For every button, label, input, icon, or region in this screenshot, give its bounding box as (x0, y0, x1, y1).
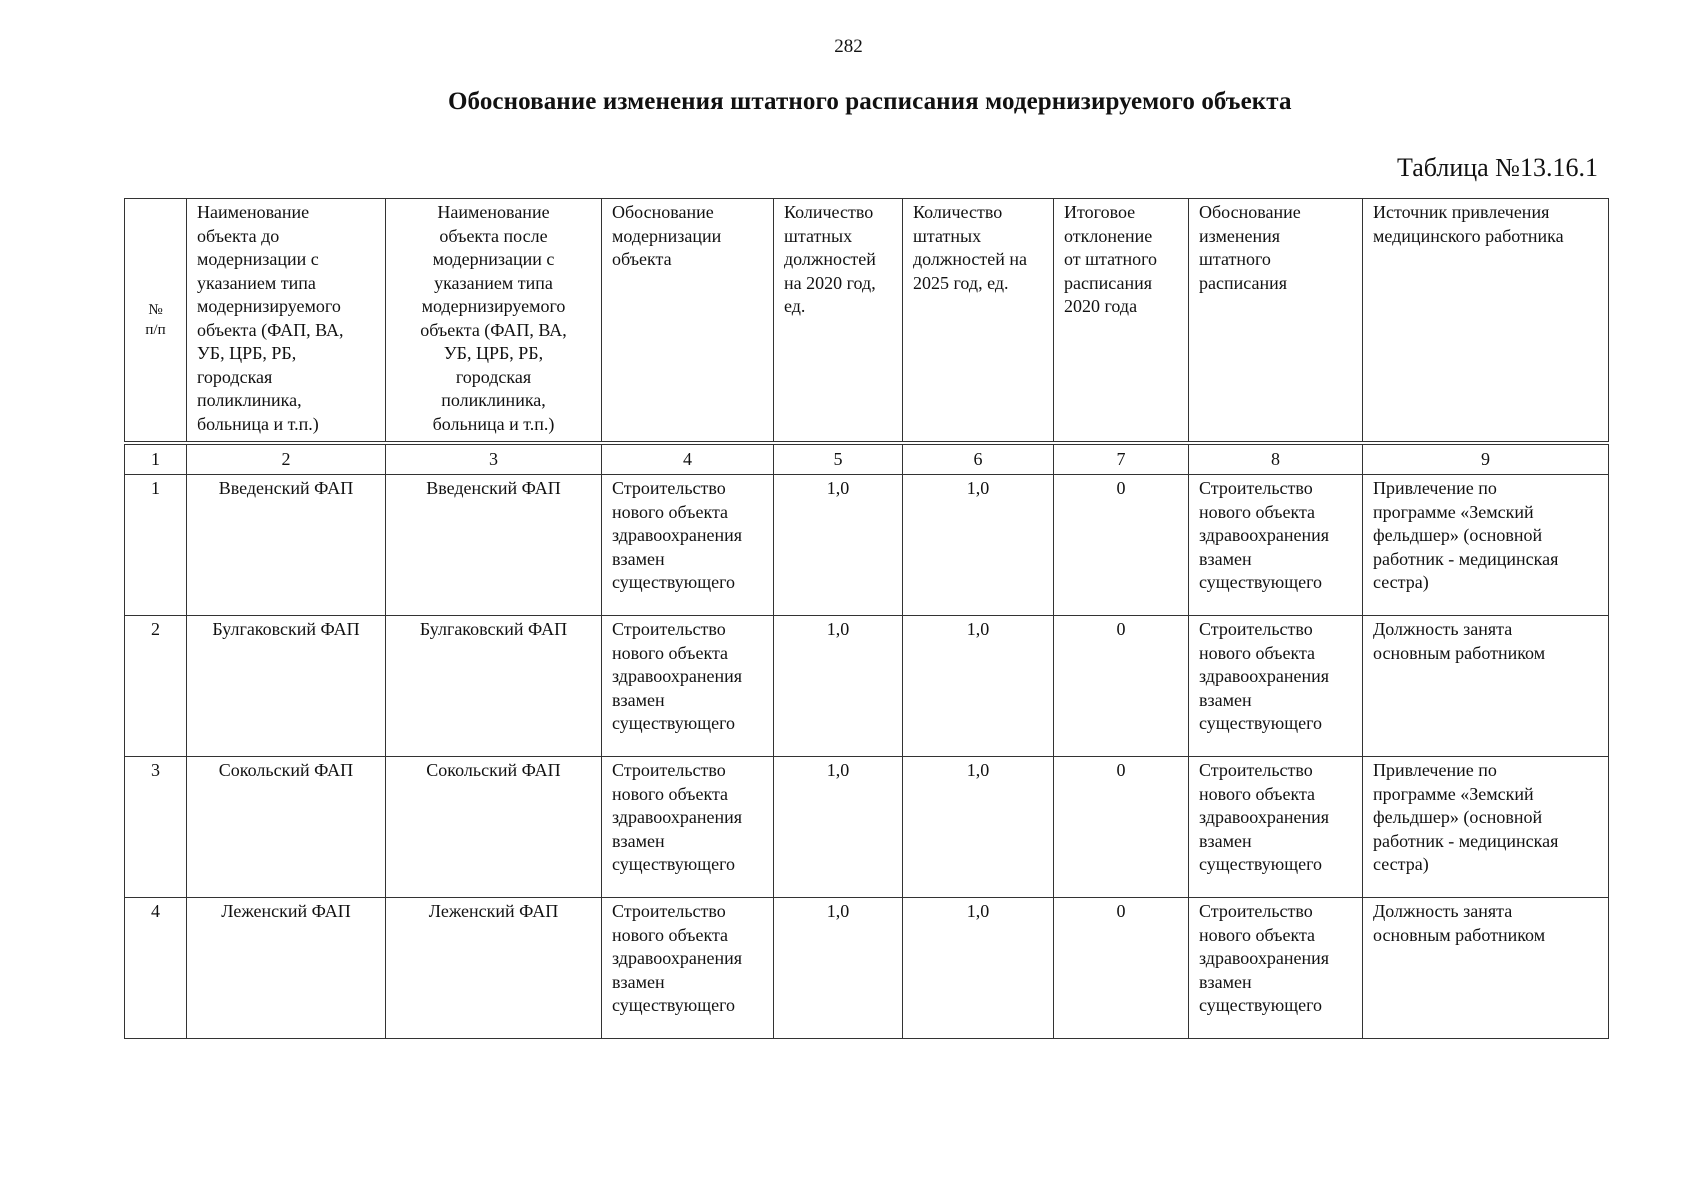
column-number: 8 (1189, 445, 1363, 475)
cell-count-2025: 1,0 (903, 898, 1054, 1039)
header-cell-before: Наименование объекта до модернизации с указанием типа модернизируемого объекта (ФАП, ВА, УБ, ЦРБ, РБ, городская поликлиника, больница и т.п.) (187, 199, 386, 442)
column-number: 6 (903, 445, 1054, 475)
cell-staff-justification: Строительство нового объекта здравоохранения взамен существующего (1189, 475, 1363, 616)
column-number: 1 (125, 445, 187, 475)
header-cell-justification: Обоснование модернизации объекта (602, 199, 774, 442)
cell-source: Должность занята основным работником (1363, 616, 1609, 757)
cell-num: 4 (125, 898, 187, 1039)
cell-after: Булгаковский ФАП (386, 616, 602, 757)
cell-count-2020: 1,0 (774, 898, 903, 1039)
cell-justification: Строительство нового объекта здравоохранения взамен существующего (602, 898, 774, 1039)
cell-deviation: 0 (1054, 616, 1189, 757)
cell-after: Сокольский ФАП (386, 757, 602, 898)
page-number: 282 (834, 36, 863, 57)
column-number: 2 (187, 445, 386, 475)
cell-after: Введенский ФАП (386, 475, 602, 616)
cell-before: Булгаковский ФАП (187, 616, 386, 757)
table-row (125, 616, 1609, 757)
table-row (125, 475, 1609, 616)
column-number: 9 (1363, 445, 1609, 475)
cell-after: Леженский ФАП (386, 898, 602, 1039)
cell-staff-justification: Строительство нового объекта здравоохранения взамен существующего (1189, 757, 1363, 898)
column-number: 5 (774, 445, 903, 475)
table-body (124, 444, 1609, 1039)
column-number: 4 (602, 445, 774, 475)
header-cell-count-2025: Количество штатных должностей на 2025 год, ед. (903, 199, 1054, 442)
column-number-row (125, 445, 1609, 475)
header-cell-after: Наименование объекта после модернизации с указанием типа модернизируемого объекта (ФАП, ВА, УБ, ЦРБ, РБ, городская поликлиника, больница и т.п.) (386, 199, 602, 442)
table-caption: Таблица №13.16.1 (1396, 153, 1598, 182)
cell-source: Должность занята основным работником (1363, 898, 1609, 1039)
header-row (125, 199, 1609, 442)
cell-count-2025: 1,0 (903, 616, 1054, 757)
cell-before: Введенский ФАП (187, 475, 386, 616)
cell-count-2020: 1,0 (774, 757, 903, 898)
cell-count-2025: 1,0 (903, 475, 1054, 616)
document-title: Обоснование изменения штатного расписания модернизируемого объекта (448, 88, 1292, 115)
cell-staff-justification: Строительство нового объекта здравоохранения взамен существующего (1189, 616, 1363, 757)
header-cell-num: № п/п (125, 199, 187, 442)
cell-count-2020: 1,0 (774, 475, 903, 616)
cell-staff-justification: Строительство нового объекта здравоохранения взамен существующего (1189, 898, 1363, 1039)
table-row (125, 757, 1609, 898)
header-cell-deviation: Итоговое отклонение от штатного расписания 2020 года (1054, 199, 1189, 442)
cell-num: 3 (125, 757, 187, 898)
cell-justification: Строительство нового объекта здравоохранения взамен существующего (602, 757, 774, 898)
cell-source: Привлечение по программе «Земский фельдшер» (основной работник - медицинская сестра) (1363, 475, 1609, 616)
cell-num: 2 (125, 616, 187, 757)
cell-deviation: 0 (1054, 757, 1189, 898)
column-number: 7 (1054, 445, 1189, 475)
cell-justification: Строительство нового объекта здравоохранения взамен существующего (602, 475, 774, 616)
cell-deviation: 0 (1054, 898, 1189, 1039)
header-cell-source: Источник привлечения медицинского работника (1363, 199, 1609, 442)
column-number: 3 (386, 445, 602, 475)
cell-count-2025: 1,0 (903, 757, 1054, 898)
cell-before: Сокольский ФАП (187, 757, 386, 898)
cell-justification: Строительство нового объекта здравоохранения взамен существующего (602, 616, 774, 757)
header-cell-count-2020: Количество штатных должностей на 2020 год, ед. (774, 199, 903, 442)
cell-source: Привлечение по программе «Земский фельдшер» (основной работник - медицинская сестра) (1363, 757, 1609, 898)
table-row (125, 898, 1609, 1039)
cell-deviation: 0 (1054, 475, 1189, 616)
cell-count-2020: 1,0 (774, 616, 903, 757)
table-header (124, 198, 1609, 442)
cell-before: Леженский ФАП (187, 898, 386, 1039)
cell-num: 1 (125, 475, 187, 616)
header-cell-staff-justification: Обоснование изменения штатного расписания (1189, 199, 1363, 442)
